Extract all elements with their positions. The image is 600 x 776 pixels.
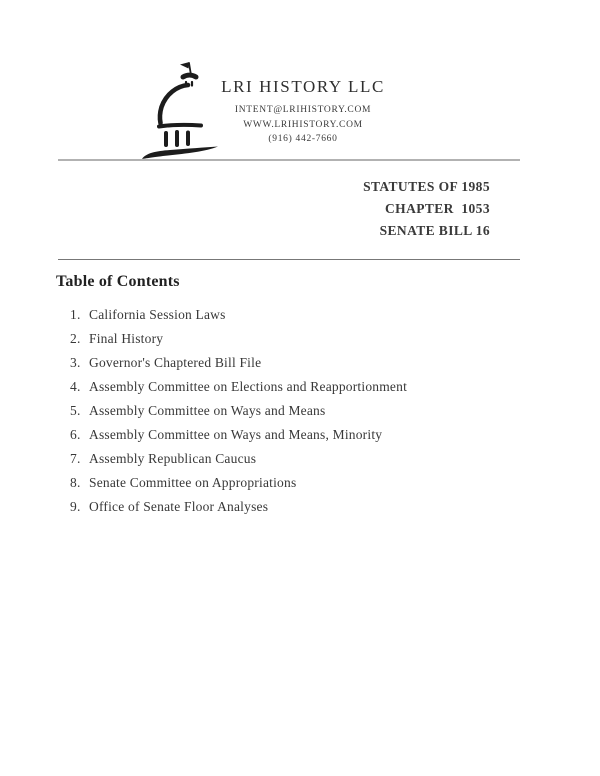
divider-bottom [58, 259, 520, 260]
toc-item [70, 471, 407, 495]
company-name: LRI HISTORY LLC [221, 77, 385, 96]
toc-list [70, 303, 407, 519]
toc-item [70, 423, 407, 447]
website-text: WWW.LRIHISTORY.COM [243, 119, 363, 130]
toc-item-label: Assembly Committee on Elections and Reapportionment [89, 379, 408, 394]
toc-item [70, 375, 407, 399]
toc-item-number: 7. [70, 451, 81, 466]
toc-item-label: Assembly Republican Caucus [89, 451, 257, 466]
toc-item-label: Office of Senate Floor Analyses [89, 499, 269, 514]
toc-item-label: California Session Laws [89, 307, 226, 322]
senate-bill-line: SENATE BILL 16 [379, 223, 490, 238]
divider-top [58, 159, 520, 161]
toc-item-number: 1. [70, 307, 81, 322]
toc-item-label: Governor's Chaptered Bill File [89, 355, 262, 370]
toc-item-number: 2. [70, 331, 81, 346]
toc-item-number: 4. [70, 379, 81, 394]
toc-item-label: Assembly Committee on Ways and Means, Minority [89, 427, 383, 442]
toc-item [70, 327, 407, 351]
toc-item-number: 3. [70, 355, 81, 370]
toc-item-number: 9. [70, 499, 81, 514]
chapter-line: CHAPTER 1053 [385, 201, 490, 216]
toc-item-number: 6. [70, 427, 81, 442]
bill-reference [363, 176, 490, 242]
phone-text: (916) 442-7660 [268, 134, 338, 144]
toc-item [70, 447, 407, 471]
toc-item [70, 399, 407, 423]
toc-item-label: Assembly Committee on Ways and Means [89, 403, 326, 418]
email-text: INTENT@LRIHISTORY.COM [234, 105, 372, 115]
letterhead [186, 76, 420, 147]
toc-item-number: 8. [70, 475, 81, 490]
toc-item-label: Senate Committee on Appropriations [89, 475, 297, 490]
toc-heading: Table of Contents [56, 273, 180, 290]
toc-item [70, 495, 407, 519]
toc-item [70, 303, 407, 327]
toc-item-label: Final History [89, 331, 164, 346]
statutes-line: STATUTES OF 1985 [363, 179, 490, 194]
toc-item [70, 351, 407, 375]
toc-item-number: 5. [70, 403, 81, 418]
